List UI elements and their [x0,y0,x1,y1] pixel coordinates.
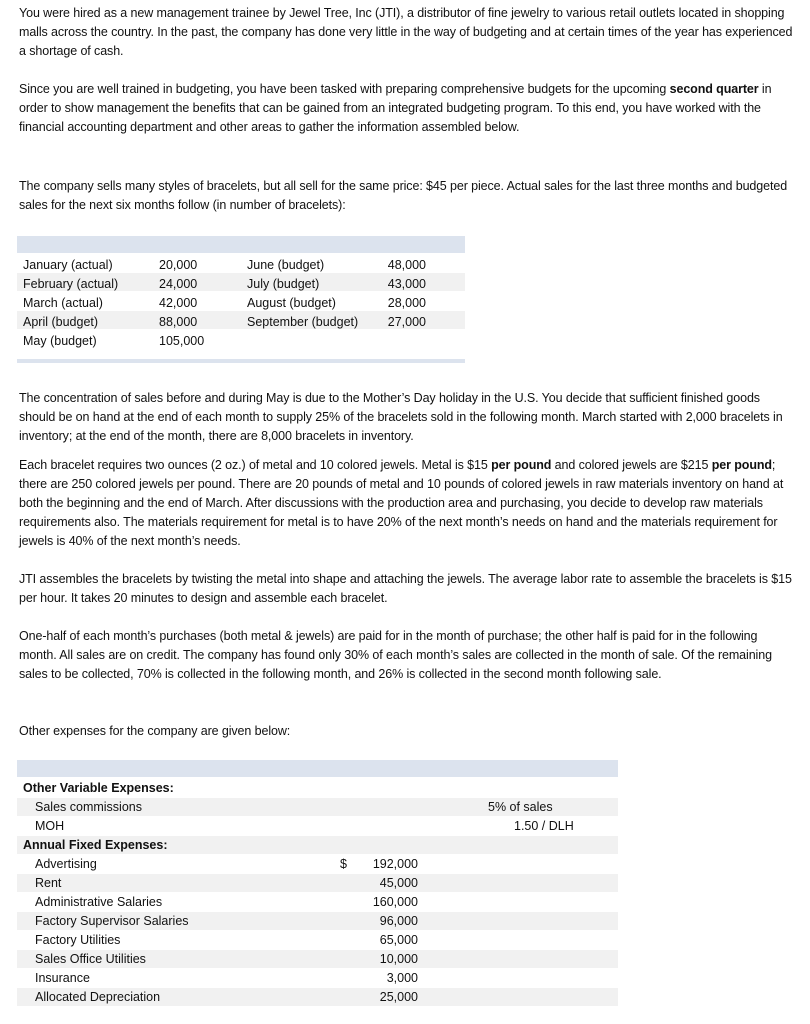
fixed-expense-value: 160,000 [372,895,418,909]
intro-paragraph: You were hired as a new management trainee by Jewel Tree, Inc (JTI), a distributor of fine jewelry to various retail outlets located in shopping malls across the country. In the past, the company has done very little in the way of budgeting and at certain times of the year has experienced a shortage of cash. [19,6,793,58]
moh-value: 1.50 / DLH [514,819,574,833]
fixed-expense-label: Sales Office Utilities [35,952,146,966]
sales-table-header-bar [17,236,465,253]
fixed-expense-value: 96,000 [379,914,418,928]
sales-units: 28,000 [387,296,426,310]
fixed-expense-label: Allocated Depreciation [35,990,161,1004]
fixed-expense-label: Insurance [35,971,90,985]
materials-paragraph: Each bracelet requires two ounces (2 oz.) of metal and 10 colored jewels. Metal is $15 per pound and colored jewels are $215 per pound; there are 250 colored jewels per pound. There are 20 pounds of metal and 10 pounds of colored jewels in raw materials inventory on hand at both the beginning and the end of March. After discussions with the production area and purchasing, you decide to develop raw materials requirements also. The materials requirement for metal is to have 20% of the next month’s needs on hand and the materials requirement for jewels is 40% of the next month’s needs. [19,458,784,548]
fixed-expense-value: 10,000 [379,952,418,966]
sales-units: 43,000 [387,277,426,291]
sales-units: 24,000 [159,277,198,291]
other-expenses-intro: Other expenses for the company are given below: [19,724,291,738]
fixed-expense-label: Administrative Salaries [35,895,163,909]
sales-commissions-value: 5% of sales [488,800,553,814]
sales-table-footer-rule [17,359,465,363]
variable-expenses-heading: Other Variable Expenses: [23,781,174,795]
fixed-expense-value: 45,000 [379,876,418,890]
sales-units: 42,000 [159,296,198,310]
sales-month: April (budget) [23,315,99,329]
sales-month: July (budget) [247,277,320,291]
sales-month: August (budget) [247,296,336,310]
sales-units: 48,000 [387,258,426,272]
currency-symbol: $ [340,857,347,871]
fixed-expenses-heading: Annual Fixed Expenses: [23,838,168,852]
expenses-table-header-bar [17,760,618,777]
sales-month: September (budget) [247,315,359,329]
row-stripe [17,874,618,892]
sales-month: March (actual) [23,296,103,310]
budget-task-paragraph: Since you are well trained in budgeting, you have been tasked with preparing comprehensive budgets for the upcoming second quarter in order to show management the benefits that can be gained from an integrated budgeting program. To this end, you have worked with the financial accounting department and other areas to gather the information assembled below. [19,82,772,134]
fixed-expense-value: 25,000 [379,990,418,1004]
inventory-paragraph: The concentration of sales before and during May is due to the Mother’s Day holiday in the U.S. You decide that sufficient finished goods should be on hand at the end of each month to supply 25% of the bracelets sold in the following month. March started with 2,000 bracelets in inventory; at the end of the month, there are 8,000 bracelets in inventory. [19,391,783,443]
sales-units: 105,000 [159,334,205,348]
sales-units: 27,000 [387,315,426,329]
moh-label: MOH [35,819,65,833]
labor-paragraph: JTI assembles the bracelets by twisting the metal into shape and attaching the jewels. The average labor rate to assemble the bracelets is $15 per hour. It takes 20 minutes to design and assemble each bracelet. [19,572,792,605]
payments-collections-paragraph: One-half of each month’s purchases (both metal & jewels) are paid for in the month of purchase; the other half is paid for in the following month. All sales are on credit. The company has found only 30% of each month’s sales are collected in the month of sale. Of the remaining sales to be collected, 70% is collected in the following month, and 26% is collected in the second month following sale. [19,629,772,681]
sales-month: May (budget) [23,334,97,348]
fixed-expense-value: 192,000 [372,857,418,871]
sales-month: February (actual) [23,277,119,291]
sales-units: 88,000 [159,315,198,329]
fixed-expense-value: 3,000 [386,971,418,985]
sales-commissions-label: Sales commissions [35,800,142,814]
sales-units: 20,000 [159,258,198,272]
fixed-expense-label: Rent [35,876,62,890]
fixed-expense-label: Factory Supervisor Salaries [35,914,189,928]
fixed-expense-value: 65,000 [379,933,418,947]
sales-month: June (budget) [247,258,325,272]
sales-intro-paragraph: The company sells many styles of bracelets, but all sell for the same price: $45 per piece. Actual sales for the last three months and budgeted sales for the next six months follow (in number of bracelets): [19,179,788,212]
fixed-expense-label: Advertising [35,857,97,871]
sales-month: January (actual) [23,258,113,272]
fixed-expense-label: Factory Utilities [35,933,121,947]
